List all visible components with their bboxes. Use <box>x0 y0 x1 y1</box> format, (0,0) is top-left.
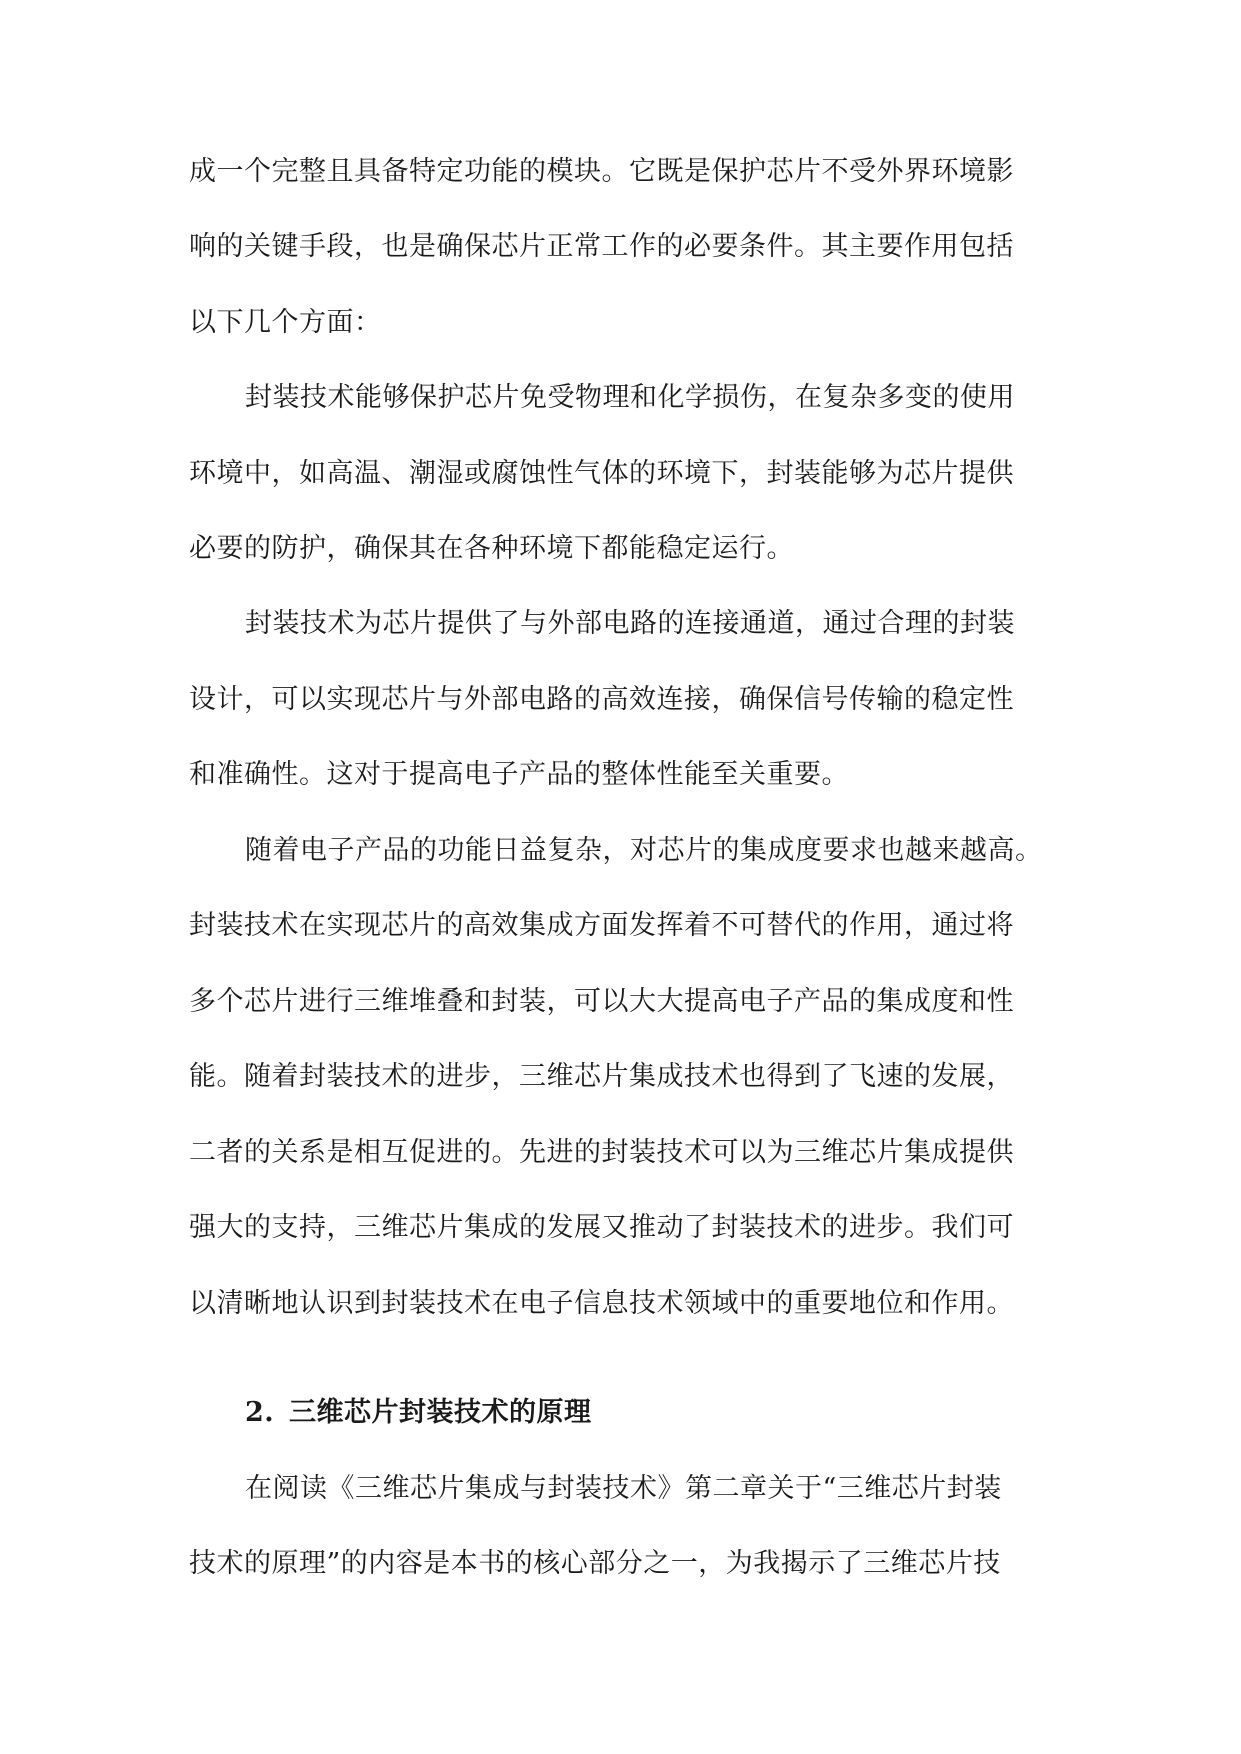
section-number: 2. <box>245 1397 275 1428</box>
paragraph-3-line-2: 设计，可以实现芯片与外部电路的高效连接，确保信号传输的稳定性 <box>189 684 1014 715</box>
paragraph-3-line-1: 封装技术为芯片提供了与外部电路的连接通道，通过合理的封装 <box>245 608 1015 639</box>
paragraph-1-line-2: 响的关键手段，也是确保芯片正常工作的必要条件。其主要作用包括 <box>189 231 1014 262</box>
final-paragraph-line-2: 技术的原理”的内容是本书的核心部分之一，为我揭示了三维芯片技 <box>189 1548 1001 1579</box>
paragraph-4-line-5: 二者的关系是相互促进的。先进的封装技术可以为三维芯片集成提供 <box>189 1137 1014 1168</box>
paragraph-2-line-2: 环境中，如高温、潮湿或腐蚀性气体的环境下，封装能够为芯片提供 <box>189 458 1014 489</box>
paragraph-4-line-7: 以清晰地认识到封装技术在电子信息技术领域中的重要地位和作用。 <box>189 1288 1014 1319</box>
section-heading <box>245 1393 1059 1433</box>
section-title: 三维芯片封装技术的原理 <box>289 1397 592 1428</box>
paragraph-3-line-3: 和准确性。这对于提高电子产品的整体性能至关重要。 <box>189 759 849 790</box>
paragraph-4-line-1: 随着电子产品的功能日益复杂，对芯片的集成度要求也越来越高。 <box>245 835 1043 866</box>
paragraph-4-line-3: 多个芯片进行三维堆叠和封装，可以大大提高电子产品的集成度和性 <box>189 986 1014 1017</box>
paragraph-1-line-1: 成一个完整且具备特定功能的模块。它既是保护芯片不受外界环境影 <box>189 156 1014 187</box>
paragraph-4-line-6: 强大的支持，三维芯片集成的发展又推动了封装技术的进步。我们可 <box>189 1212 1014 1243</box>
final-paragraph-line-1: 在阅读《三维芯片集成与封装技术》第二章关于“三维芯片封装 <box>245 1473 1002 1504</box>
paragraph-2-line-3: 必要的防护，确保其在各种环境下都能稳定运行。 <box>189 533 794 564</box>
paragraph-1-line-3: 以下几个方面： <box>189 307 382 338</box>
paragraph-2-line-1: 封装技术能够保护芯片免受物理和化学损伤，在复杂多变的使用 <box>245 382 1015 413</box>
paragraph-4-line-4: 能。随着封装技术的进步，三维芯片集成技术也得到了飞速的发展， <box>189 1061 1014 1092</box>
paragraph-4-line-2: 封装技术在实现芯片的高效集成方面发挥着不可替代的作用，通过将 <box>189 910 1014 941</box>
